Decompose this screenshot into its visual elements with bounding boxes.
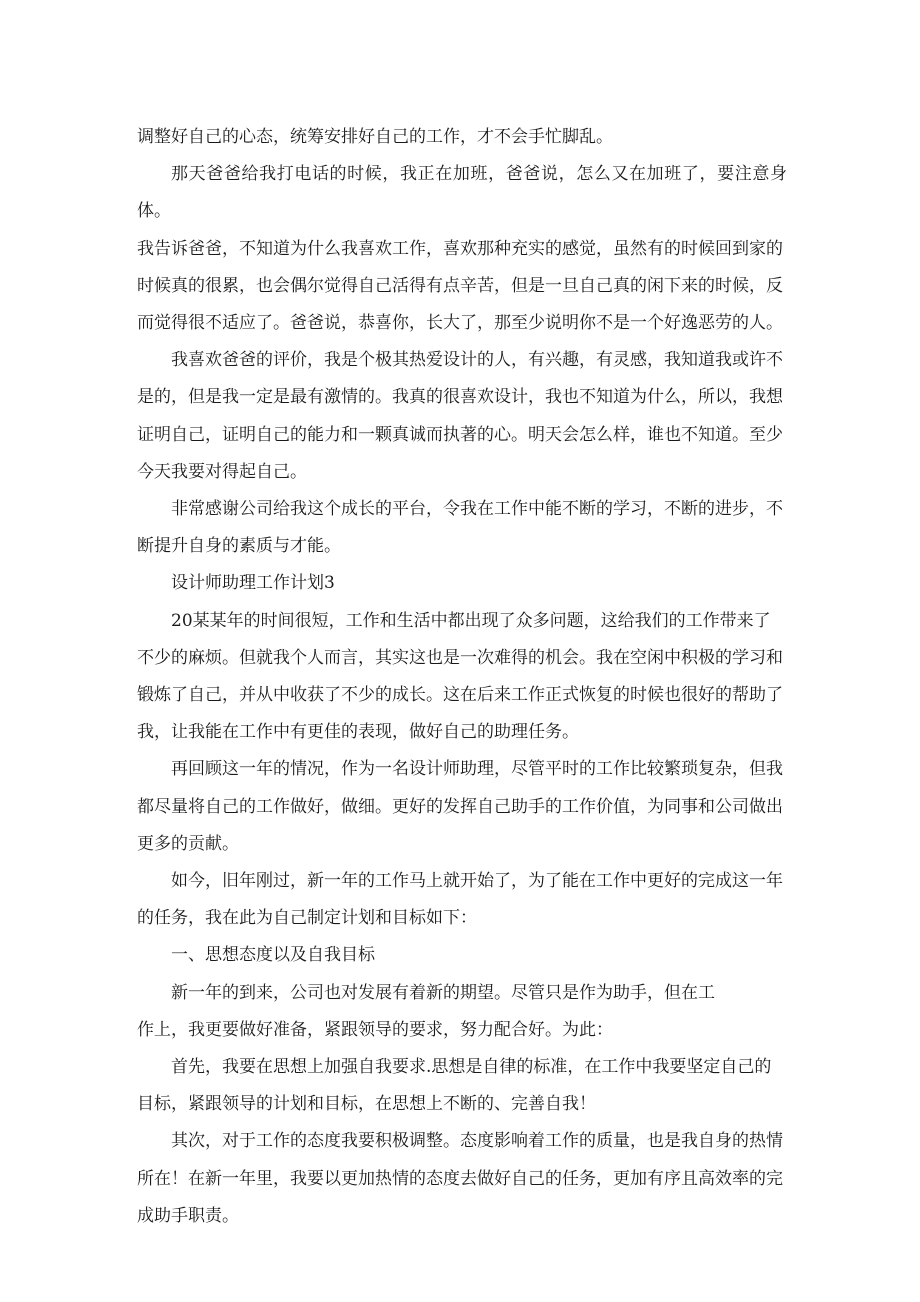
text-line: 而觉得很不适应了。爸爸说，恭喜你，长大了，那至少说明你不是一个好逸恶劳的人。 [137,313,783,334]
text-line: 设计师助理工作计划3 [171,573,335,594]
paragraph-8 [137,863,787,937]
document-page [137,119,787,1235]
text-line: 是的，但是我一定是最有激情的。我真的很喜欢设计，我也不知道为什么，所以，我想 [137,387,783,408]
paragraph-7 [137,751,787,863]
text-line: 20某某年的时间很短，工作和生活中都出现了众多问题，这给我们的工作带来了 [171,610,771,631]
text-line: 不少的麻烦。但就我个人而言，其实这也是一次难得的机会。我在空闲中积极的学习和 [137,647,783,668]
text-line: 那天爸爸给我打电话的时候，我正在加班，爸爸说，怎么又在加班了，要注意身体。 [137,164,787,222]
text-line: 锻炼了自己，并从中收获了不少的成长。这在后来工作正式恢复的时候也很好的帮助了 [137,685,783,706]
text-line: 非常感谢公司给我这个成长的平台，令我在工作中能不断的学习，不断的进步，不 [171,499,783,520]
text-line: 我告诉爸爸，不知道为什么我喜欢工作，喜欢那种充实的感觉，虽然有的时候回到家的 [137,238,783,259]
text-line: 再回顾这一年的情况，作为一名设计师助理，尽管平时的工作比较繁琐复杂，但我 [171,759,783,780]
section-heading-plan-3 [137,565,787,602]
text-line: 其次，对于工作的态度我要积极调整。态度影响着工作的质量，也是我自身的热情 [171,1131,783,1152]
paragraph-1 [137,119,787,156]
text-line: 我喜欢爸爸的评价，我是个极其热爱设计的人，有兴趣，有灵感，我知道我或许不 [171,350,783,371]
text-line: 调整好自己的心态，统筹安排好自己的工作，才不会手忙脚乱。 [137,127,613,147]
text-line: 时候真的很累，也会偶尔觉得自己活得有点辛苦，但是一旦自己真的闲下来的时候，反 [137,275,783,296]
paragraph-3 [137,342,787,491]
text-line: 作上，我更要做好准备，紧跟领导的要求，努力配合好。为此： [137,1019,613,1040]
text-line: 我，让我能在工作中有更佳的表现，做好自己的助理任务。 [137,722,579,743]
text-line: 证明自己，证明自己的能力和一颗真诚而执著的心。明天会怎么样，谁也不知道。至少 [137,424,783,445]
paragraph-10 [137,975,787,1049]
paragraph-4 [137,491,787,565]
text-line: 所在！在新一年里，我要以更加热情的态度去做好自己的任务，更加有序且高效率的完 [137,1168,783,1189]
text-line: 都尽量将自己的工作做好，做细。更好的发挥自己助手的工作价值，为同事和公司做出 [137,796,783,817]
text-line: 目标，紧跟领导的计划和目标，在思想上不断的、完善自我！ [137,1094,596,1115]
text-line: 的任务，我在此为自己制定计划和目标如下： [137,908,477,929]
text-line: 今天我要对得起自己。 [137,461,307,482]
paragraph-2 [137,156,787,342]
paragraph-6 [137,603,787,752]
paragraph-12 [137,1123,787,1235]
text-line: 一、思想态度以及自我目标 [171,945,375,966]
paragraph-11 [137,1049,787,1123]
text-line: 断提升自身的素质与才能。 [137,536,341,557]
text-line: 成助手职责。 [137,1205,239,1226]
text-line: 首先，我要在思想上加强自我要求.思想是自律的标准，在工作中我要坚定自己的 [171,1057,772,1078]
section-heading-attitude [137,937,787,974]
text-line: 新一年的到来，公司也对发展有着新的期望。尽管只是作为助手，但在工 [171,982,715,1003]
text-line: 如今，旧年刚过，新一年的工作马上就开始了，为了能在工作中更好的完成这一年 [171,871,783,892]
text-line: 更多的贡献。 [137,833,239,854]
